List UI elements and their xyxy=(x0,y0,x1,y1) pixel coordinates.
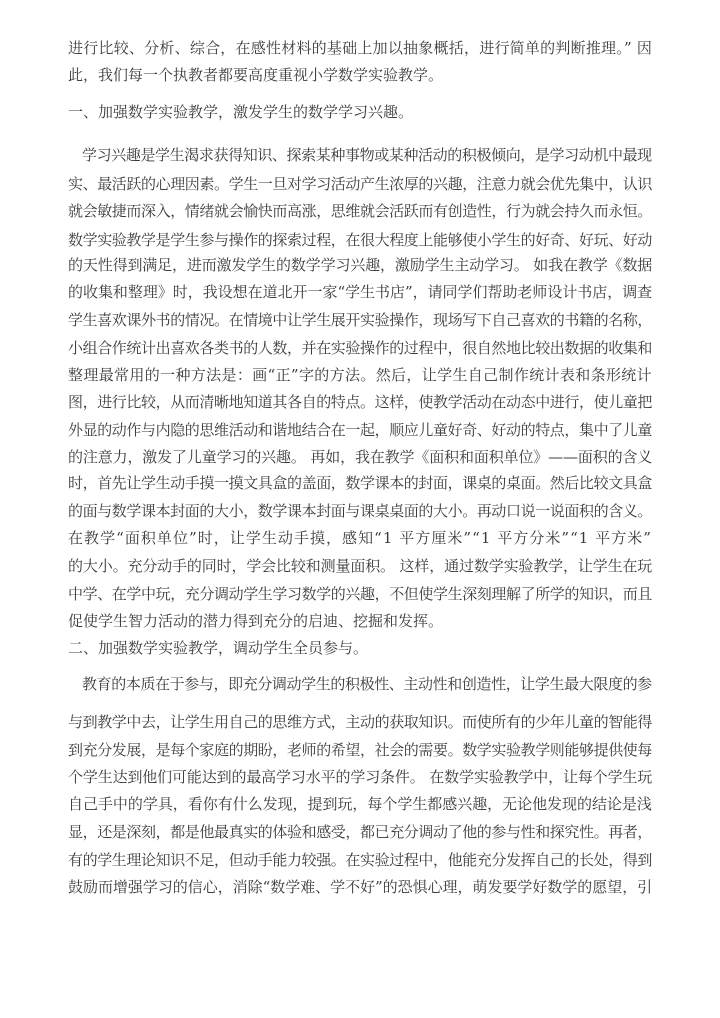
text-line: 的收集和整理》时，我设想在道北开一家“学生书店”，请同学们帮助老师设计书店，调查 xyxy=(68,283,653,301)
text-line: 此，我们每一个执教者都要高度重视小学数学实验教学。 xyxy=(68,66,444,84)
text-line: 外显的动作与内隐的思维活动和谐地结合在一起，顺应儿童好奇、好动的特点，集中了儿童 xyxy=(68,421,653,439)
text-line: 学习兴趣是学生渴求获得知识、探索某种事物或某种活动的积极倾向，是学习动机中最现 xyxy=(82,146,652,164)
text-line: 到充分发展，是每个家庭的期盼，老师的希望，社会的需要。数学实验教学则能够提供使每 xyxy=(68,741,653,759)
text-line: 与到教学中去，让学生用自己的思维方式，主动的获取知识。而使所有的少年儿童的智能得 xyxy=(68,713,653,731)
text-line: 整理最常用的一种方法是：画“正”字的方法。然后，让学生自己制作统计表和条形统计 xyxy=(68,366,652,384)
text-line: 进行比较、分析、综合，在感性材料的基础上加以抽象概括，进行简单的判断推理。” 因 xyxy=(68,39,653,57)
text-line: 在教学“面积单位”时，让学生动手摸，感知“1 平方厘米”“1 平方分米”“1 平方米” xyxy=(68,529,653,547)
text-line: 显，还是深刻，都是他最真实的体验和感受，都已充分调动了他的参与性和探究性。再者， xyxy=(68,823,653,841)
text-line: 就会敏捷而深入，情绪就会愉快而高涨，思维就会活跃而有创造性，行为就会持久而永恒。 xyxy=(68,202,653,220)
text-line: 鼓励而增强学习的信心，消除“数学难、学不好”的恐惧心理，萌发要学好数学的愿望，引 xyxy=(68,878,653,896)
text-line: 有的学生理论知识不足，但动手能力较强。在实验过程中，他能充分发挥自己的长处，得到 xyxy=(68,851,653,869)
text-line: 小组合作统计出喜欢各类书的人数，并在实验操作的过程中，很自然地比较出数据的收集和 xyxy=(68,339,653,357)
text-line: 中学、在学中玩，充分调动学生学习数学的兴趣，不但使学生深刻理解了所学的知识，而且 xyxy=(68,585,653,603)
text-line: 的天性得到满足，进而激发学生的数学学习兴趣，激励学生主动学习。 如我在教学《数据 xyxy=(68,256,653,274)
text-line: 个学生达到他们可能达到的最高学习水平的学习条件。 在数学实验教学中，让每个学生玩 xyxy=(68,768,653,786)
text-line: 教育的本质在于参与，即充分调动学生的积极性、主动性和创造性，让学生最大限度的参 xyxy=(82,675,652,693)
text-line: 学生喜欢课外书的情况。在情境中让学生展开实验操作，现场写下自己喜欢的书籍的名称， xyxy=(68,311,653,329)
text-line: 数学实验教学是学生参与操作的探索过程，在很大程度上能够使小学生的好奇、好玩、好动 xyxy=(68,231,653,249)
text-line: 的大小。充分动手的同时，学会比较和测量面积。 这样，通过数学实验教学，让学生在玩 xyxy=(68,557,653,575)
text-line: 图，进行比较，从而清晰地知道其各自的特点。这样，使教学活动在动态中进行，使儿童把 xyxy=(68,393,653,411)
text-line: 的注意力，激发了儿童学习的兴趣。 再如，我在教学《面积和面积单位》——面积的含义 xyxy=(68,448,653,466)
section-heading: 二、加强数学实验教学，调动学生全员参与。 xyxy=(68,639,369,657)
text-line: 自己手中的学具，看你有什么发现，提到玩，每个学生都感兴趣，无论他发现的结论是浅 xyxy=(68,795,652,813)
text-line: 实、最活跃的心理因素。学生一旦对学习活动产生浓厚的兴趣，注意力就会优先集中，认识 xyxy=(68,175,653,193)
text-line: 的面与数学课本封面的大小，数学课本封面与课桌桌面的大小。再动口说一说面积的含义。 xyxy=(68,502,653,520)
section-heading: 一、加强数学实验教学，激发学生的数学学习兴趣。 xyxy=(68,103,414,121)
text-line: 促使学生智力活动的潜力得到充分的启迪、挖掘和发挥。 xyxy=(68,612,444,630)
text-line: 时，首先让学生动手摸一摸文具盒的盖面，数学课本的封面，课桌的桌面。然后比较文具盒 xyxy=(68,474,653,492)
